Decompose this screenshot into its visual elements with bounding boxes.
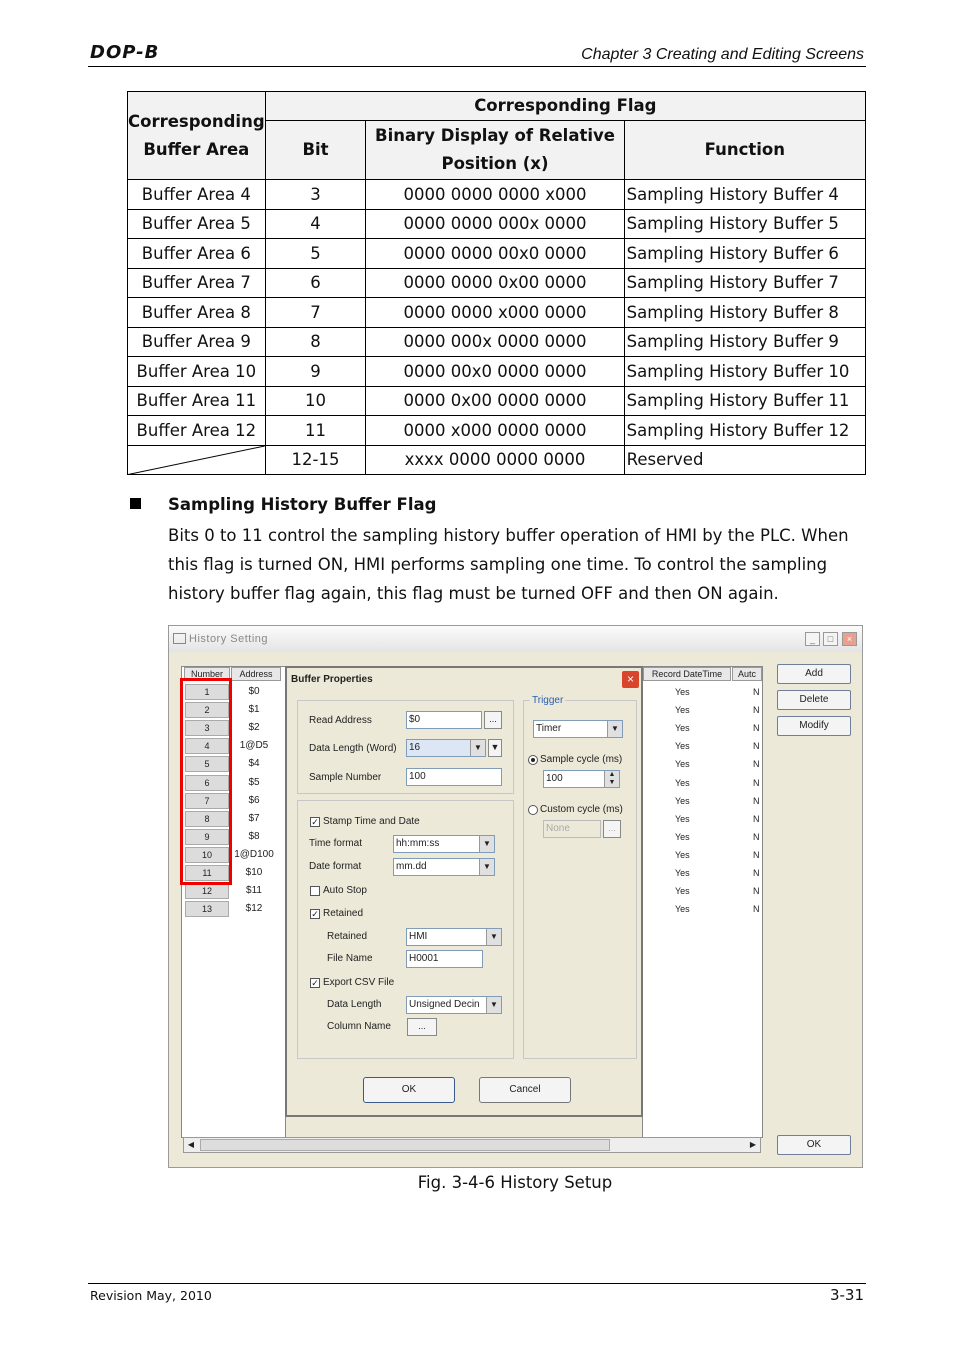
row-number[interactable]: 3: [185, 720, 229, 736]
row-address[interactable]: 1@D5: [239, 740, 269, 752]
date-format-select[interactable]: [393, 858, 495, 876]
bullet-square-icon: [130, 498, 141, 509]
area-cell: Buffer Area 6: [128, 239, 266, 269]
window-ok-button[interactable]: OK: [777, 1135, 851, 1155]
row-number[interactable]: 1: [185, 684, 229, 700]
row-record-value[interactable]: Yes: [675, 868, 690, 878]
column-header-auto[interactable]: Autc: [732, 667, 762, 681]
retained-label: Retained: [327, 931, 368, 942]
row-record-value[interactable]: Yes: [675, 904, 690, 915]
close-icon[interactable]: ×: [842, 632, 857, 646]
chevron-down-icon[interactable]: ▼: [479, 836, 494, 852]
row-record-value[interactable]: Yes: [675, 886, 690, 897]
header-binary-display: Binary Display of Relative Position (x): [366, 121, 624, 180]
sample-cycle-radio[interactable]: [528, 755, 538, 765]
row-auto-value[interactable]: N: [753, 886, 760, 897]
maximize-icon[interactable]: □: [823, 632, 838, 646]
area-cell: Buffer Area 12: [128, 416, 266, 446]
flag-table: [127, 91, 866, 475]
sample-number-input[interactable]: 100: [406, 768, 502, 786]
function-cell: Sampling History Buffer 8: [624, 298, 865, 328]
binary-cell: 0000 0000 0x00 0000: [366, 268, 624, 298]
scroll-thumb[interactable]: [200, 1139, 610, 1151]
table-row: [128, 180, 866, 210]
sample-cycle-value: 100: [546, 773, 563, 784]
retained-checkbox[interactable]: ✓: [311, 909, 319, 919]
retained-value: HMI: [409, 931, 428, 942]
bit-cell: 5: [265, 239, 366, 269]
row-number[interactable]: 10: [185, 847, 229, 863]
binary-cell: 0000 0x00 0000 0000: [366, 386, 624, 416]
table-row: [128, 445, 866, 475]
row-record-value[interactable]: Yes: [675, 831, 690, 842]
area-cell: Buffer Area 7: [128, 268, 266, 298]
binary-cell: 0000 0000 x000 0000: [366, 298, 624, 328]
row-address[interactable]: $0: [248, 686, 260, 697]
row-record-value[interactable]: Yes: [675, 849, 690, 860]
function-cell: Sampling History Buffer 4: [624, 180, 865, 210]
table-row: [128, 239, 866, 269]
row-address[interactable]: 1@D100: [234, 848, 274, 860]
header-divider: [88, 66, 866, 67]
scroll-left-icon[interactable]: ◀: [187, 1140, 195, 1149]
table-row: [128, 209, 866, 239]
table-body: [128, 180, 866, 475]
row-record-value[interactable]: Yes: [675, 795, 690, 806]
header-bit: Bit: [265, 121, 366, 180]
row-auto-value[interactable]: N: [753, 813, 760, 824]
binary-cell: 0000 0000 000x 0000: [366, 209, 624, 239]
row-record-value[interactable]: Yes: [675, 777, 690, 788]
time-format-label: Time format: [309, 838, 362, 849]
row-number[interactable]: 6: [185, 775, 229, 791]
bit-cell: 10: [265, 386, 366, 416]
area-cell: Buffer Area 9: [128, 327, 266, 357]
history-setting-window: [168, 625, 863, 1168]
table-row: [128, 298, 866, 328]
function-cell: Sampling History Buffer 9: [624, 327, 865, 357]
brand-logo: DOP-B: [90, 42, 160, 63]
custom-cycle-browse-button: ...: [603, 820, 621, 838]
read-address-label: Read Address: [309, 715, 372, 726]
row-auto-value[interactable]: N: [753, 795, 760, 806]
chevron-down-icon[interactable]: ▼: [486, 997, 501, 1013]
row-address[interactable]: $12: [245, 903, 263, 915]
record-grid: [642, 666, 763, 1138]
trigger-select[interactable]: [533, 720, 623, 738]
dialog-title: Buffer Properties: [291, 674, 373, 685]
area-cell: [128, 445, 266, 475]
binary-cell: 0000 x000 0000 0000: [366, 416, 624, 446]
footer-divider: [88, 1283, 866, 1284]
dialog-cancel-button[interactable]: Cancel: [479, 1077, 571, 1103]
window-titlebar: [169, 626, 862, 652]
row-record-value[interactable]: Yes: [675, 813, 690, 824]
column-header-number[interactable]: Number: [184, 667, 230, 681]
row-record-value[interactable]: Yes: [675, 723, 690, 734]
bit-cell: 9: [265, 357, 366, 387]
row-number[interactable]: 4: [185, 738, 229, 754]
csv-data-length-label: Data Length: [327, 999, 382, 1010]
minimize-icon[interactable]: _: [805, 632, 820, 646]
header-corresponding-flag: Corresponding Flag: [265, 92, 865, 121]
sample-number-label: Sample Number: [309, 772, 382, 783]
area-cell: Buffer Area 11: [128, 386, 266, 416]
csv-data-length-select[interactable]: [406, 996, 502, 1014]
data-length-label: Data Length (Word): [309, 743, 397, 754]
footer-revision: Revision May, 2010: [90, 1288, 212, 1303]
trigger-label: Trigger: [532, 695, 564, 706]
column-header-record-datetime[interactable]: Record DateTime: [643, 667, 731, 681]
row-auto-value[interactable]: N: [753, 831, 760, 842]
row-number[interactable]: 8: [185, 811, 229, 827]
table-row: [128, 357, 866, 387]
section-title: Sampling History Buffer Flag: [168, 495, 437, 514]
row-address[interactable]: $6: [248, 794, 260, 806]
auto-stop-label: Auto Stop: [323, 885, 367, 896]
dialog-ok-button[interactable]: OK: [363, 1077, 455, 1103]
row-address[interactable]: $1: [248, 704, 260, 716]
csv-data-length-value: Unsigned Decin: [409, 999, 480, 1010]
export-csv-checkbox[interactable]: ✓: [311, 978, 319, 988]
row-auto-value[interactable]: N: [753, 687, 760, 697]
file-name-input[interactable]: H0001: [406, 950, 483, 968]
table-row: [128, 386, 866, 416]
bit-cell: 7: [265, 298, 366, 328]
stamp-label: Stamp Time and Date: [323, 816, 420, 827]
chevron-down-icon[interactable]: ▼: [486, 929, 501, 945]
horizontal-scrollbar[interactable]: [183, 1137, 761, 1153]
buffer-properties-dialog: [285, 666, 643, 1117]
scroll-right-icon[interactable]: ▶: [749, 1140, 757, 1149]
row-address[interactable]: $10: [245, 867, 263, 878]
column-header-address[interactable]: Address: [231, 667, 281, 681]
row-number[interactable]: 13: [185, 901, 229, 917]
row-address[interactable]: $5: [248, 776, 260, 788]
column-name-label: Column Name: [327, 1021, 391, 1032]
row-auto-value[interactable]: N: [753, 723, 760, 734]
table-row: [128, 268, 866, 298]
row-auto-value[interactable]: N: [753, 741, 760, 752]
highlight-box: [180, 678, 232, 885]
chevron-down-icon[interactable]: ▼: [470, 740, 485, 756]
data-length-value: 16: [409, 742, 421, 753]
row-record-value[interactable]: Yes: [675, 705, 690, 716]
page-number: 3-31: [829, 1286, 864, 1304]
table-row: [128, 416, 866, 446]
bit-cell: 6: [265, 268, 366, 298]
window-app-icon: [173, 633, 186, 644]
function-cell: Sampling History Buffer 12: [624, 416, 865, 446]
time-format-value: hh:mm:ss: [396, 838, 440, 849]
row-address[interactable]: $8: [248, 830, 260, 842]
row-address[interactable]: $4: [248, 758, 260, 770]
row-number[interactable]: 7: [185, 793, 229, 809]
row-number[interactable]: 12: [185, 883, 229, 899]
function-cell: Sampling History Buffer 10: [624, 357, 865, 387]
binary-cell: xxxx 0000 0000 0000: [366, 445, 624, 475]
row-number[interactable]: 11: [185, 865, 229, 881]
bit-cell: 12-15: [265, 445, 366, 475]
date-format-label: Date format: [309, 861, 362, 872]
chapter-title: Chapter 3 Creating and Editing Screens: [581, 46, 864, 63]
sample-cycle-input[interactable]: [543, 770, 620, 788]
binary-cell: 0000 0000 0000 x000: [366, 180, 624, 210]
retained-select[interactable]: [406, 928, 502, 946]
header-buffer-area: Corresponding Buffer Area: [128, 92, 266, 180]
area-cell: Buffer Area 10: [128, 357, 266, 387]
diagonal-line: [128, 446, 265, 475]
area-cell: Buffer Area 4: [128, 180, 266, 210]
row-number[interactable]: 9: [185, 829, 229, 845]
read-address-browse-button[interactable]: ...: [484, 711, 502, 729]
row-record-value[interactable]: Yes: [675, 687, 690, 697]
custom-cycle-label: Custom cycle (ms): [540, 804, 623, 815]
section-body: Bits 0 to 11 control the sampling history buffer operation of HMI by the PLC. When this flag is turned ON, HMI performs sampling one time. To control the sampling history buffer flag again, this flag must be turned OFF and then ON again.: [168, 526, 849, 603]
stamp-checkbox[interactable]: ✓: [311, 817, 319, 827]
figure-caption: Fig. 3-4-6 History Setup: [417, 1173, 613, 1192]
binary-cell: 0000 00x0 0000 0000: [366, 357, 624, 387]
data-length-select[interactable]: [406, 739, 486, 757]
function-cell: Sampling History Buffer 6: [624, 239, 865, 269]
read-address-input[interactable]: $0: [406, 711, 482, 729]
row-auto-value[interactable]: N: [753, 759, 760, 770]
table-row: [128, 327, 866, 357]
row-auto-value[interactable]: N: [753, 904, 760, 915]
bit-cell: 3: [265, 180, 366, 210]
row-address[interactable]: $2: [248, 722, 260, 734]
chevron-down-icon[interactable]: ▼: [607, 721, 622, 737]
row-address[interactable]: $11: [246, 885, 262, 897]
dialog-close-icon[interactable]: ×: [622, 671, 639, 688]
area-cell: Buffer Area 8: [128, 298, 266, 328]
row-auto-value[interactable]: N: [753, 849, 760, 860]
add-button[interactable]: Add: [777, 664, 851, 684]
row-auto-value[interactable]: N: [753, 868, 760, 878]
header-function: Function: [624, 121, 865, 180]
custom-cycle-input: None: [543, 820, 601, 838]
row-record-value[interactable]: Yes: [675, 759, 690, 770]
row-auto-value[interactable]: N: [753, 777, 760, 788]
spinner-icon[interactable]: ▲ ▼: [604, 771, 619, 787]
file-name-label: File Name: [327, 953, 373, 964]
time-format-select[interactable]: [393, 835, 495, 853]
row-auto-value[interactable]: N: [753, 705, 760, 716]
trigger-value: Timer: [536, 723, 562, 734]
column-name-button[interactable]: ...: [407, 1018, 437, 1036]
chevron-down-icon[interactable]: ▼: [479, 859, 494, 875]
row-record-value[interactable]: Yes: [675, 741, 690, 752]
retained-check-label: Retained: [323, 908, 364, 919]
sample-cycle-label: Sample cycle (ms): [540, 754, 623, 765]
date-format-value: mm.dd: [396, 861, 427, 872]
auto-stop-checkbox[interactable]: [310, 886, 320, 896]
custom-cycle-radio[interactable]: [528, 805, 538, 815]
area-cell: Buffer Area 5: [128, 209, 266, 239]
bit-cell: 11: [265, 416, 366, 446]
function-cell: Sampling History Buffer 5: [624, 209, 865, 239]
function-cell: Sampling History Buffer 11: [624, 386, 865, 416]
window-title: History Setting: [189, 633, 269, 645]
chevron-down-icon[interactable]: ▼: [488, 739, 502, 757]
export-csv-label: Export CSV File: [323, 977, 395, 988]
function-cell: Reserved: [624, 445, 865, 475]
delete-button[interactable]: Delete: [777, 690, 851, 710]
row-number[interactable]: 5: [185, 756, 229, 772]
bit-cell: 8: [265, 327, 366, 357]
modify-button[interactable]: Modify: [777, 716, 851, 736]
bit-cell: 4: [265, 209, 366, 239]
row-number[interactable]: 2: [185, 702, 229, 718]
row-address[interactable]: $7: [248, 812, 260, 824]
function-cell: Sampling History Buffer 7: [624, 268, 865, 298]
binary-cell: 0000 0000 00x0 0000: [366, 239, 624, 269]
binary-cell: 0000 000x 0000 0000: [366, 327, 624, 357]
